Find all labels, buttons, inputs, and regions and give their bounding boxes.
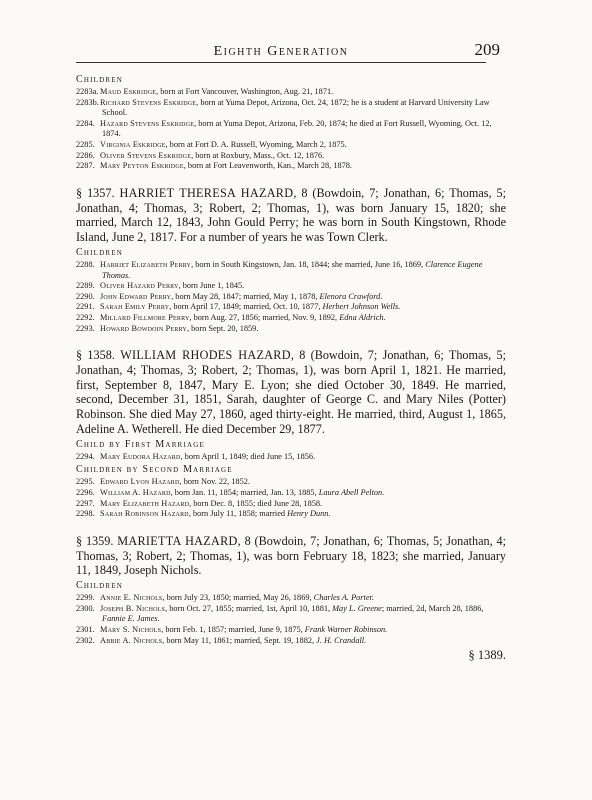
spouse-name: Edna Aldrich. xyxy=(339,312,386,322)
entry-text: , born Dec. 8, 1855; died June 28, 1858. xyxy=(189,498,323,508)
entry-text: , born at Yuma Depot, Arizona, Feb. 20, 1874; he died at Fort Russell, Wyoming, Oct. 12, 1874. xyxy=(102,118,492,139)
entry-number: 2286. xyxy=(76,150,95,160)
cross-reference: § 1389. xyxy=(468,648,506,663)
child-name: Joseph B. Nichols xyxy=(100,603,166,613)
child-name: Annie E. Nichols xyxy=(100,593,163,603)
child-entry xyxy=(76,302,506,313)
child-entry xyxy=(76,636,506,647)
person-name: MARIETTA HAZARD xyxy=(117,533,238,548)
section-mark: § 1357. xyxy=(76,185,120,200)
entry-number: 2293. xyxy=(76,323,95,333)
section-paragraph xyxy=(76,186,506,245)
child-entry xyxy=(76,499,506,510)
running-header xyxy=(76,40,500,63)
entry-text: , born Feb. 1, 1857; married, June 9, 1875, xyxy=(161,625,305,635)
entry-text: , born Sept. 20, 1859. xyxy=(186,323,259,333)
section-paragraph xyxy=(76,534,506,578)
spouse-name: Frank Warner Robinson. xyxy=(304,625,388,635)
child-name: Mary Eudora Hazard xyxy=(100,451,181,461)
spouse-name: Elenora Crawford. xyxy=(319,291,383,301)
entry-number: 2299. xyxy=(76,593,95,603)
child-entry xyxy=(76,477,506,488)
child-entry xyxy=(76,87,506,98)
child-name: Harriet Elizabeth Perry xyxy=(100,259,192,269)
child-name: Mary S. Nichols xyxy=(100,625,162,635)
children-heading: Child by First Marriage xyxy=(76,438,205,450)
section-text: , 8 (Bowdoin, 7; Jonathan, 6; Thomas, 5; Jonathan, 4; Thomas, 3; Robert, 2; Thomas, 1), was born February 18, 1823; she married, January 11, 1849, Joseph Nichols. xyxy=(76,533,507,578)
spouse-name: Laura Abell Pelton. xyxy=(318,488,385,498)
entry-number: 2294. xyxy=(76,451,95,461)
child-name: Virginia Eskridge xyxy=(100,139,166,149)
entry-number: 2284. xyxy=(76,118,95,128)
entry-text: , born May 11, 1861; married, Sept. 19, 1882, xyxy=(162,635,317,645)
page-number: 209 xyxy=(474,40,500,59)
child-name: Oliver Hazard Perry xyxy=(100,281,179,291)
spouse-name: Charles A. Porter. xyxy=(313,593,374,603)
child-name: Abbie A. Nichols xyxy=(100,635,163,645)
spouse-name: May L. Greene xyxy=(332,603,382,613)
page-title: Eighth Generation xyxy=(213,44,349,59)
entry-text: , born at Roxbury, Mass., Oct. 12, 1876. xyxy=(191,150,325,160)
page-content xyxy=(76,72,506,663)
child-name: Oliver Stevens Eskridge xyxy=(100,150,192,160)
entry-text: , born June 1, 1845. xyxy=(178,281,245,291)
section-text: , 8 (Bowdoin, 7; Jonathan, 6; Thomas, 5; Jonathan, 4; Thomas, 3; Robert, 2; Thomas, 1), was born January 15, 1820; she married, March 12, 1843, John Gould Perry; he was born in South Kingstown, Rhode Island, June 2, 1817. For a number of years he was Town Clerk. xyxy=(76,185,507,245)
entry-text: , born at Fort Vancouver, Washington, Aug. 21, 1871. xyxy=(156,87,334,96)
entry-number: 2292. xyxy=(76,312,95,322)
entry-text: , born in South Kingstown, Jan. 18, 1844; she married, June 16, 1869, xyxy=(191,259,426,269)
entry-text: , born Jan. 11, 1854; married, Jan. 13, 1885, xyxy=(170,488,319,498)
genealogy-section xyxy=(76,186,506,334)
entry-text: , born at Yuma Depot, Arizona, Oct. 24, 1872; he is a student at Harvard University Law School. xyxy=(102,97,490,118)
child-name: Sarah Robinson Hazard xyxy=(100,509,189,519)
child-entry xyxy=(76,151,506,162)
entry-number: 2283b. xyxy=(76,97,99,107)
child-entry xyxy=(76,593,506,604)
section-mark: § 1359. xyxy=(76,533,118,548)
entry-number: 2285. xyxy=(76,139,95,149)
spouse-name: Henry Dunn. xyxy=(287,509,331,519)
entry-text: , born May 28, 1847; married, May 1, 1878, xyxy=(171,291,320,301)
child-entry xyxy=(76,260,506,281)
child-entry xyxy=(76,281,506,292)
genealogy-section xyxy=(76,534,506,646)
entry-number: 2302. xyxy=(76,635,95,645)
entry-text: , born at Fort D. A. Russell, Wyoming, March 2, 1875. xyxy=(165,139,347,149)
genealogy-section xyxy=(76,348,506,520)
child-entry xyxy=(76,119,506,140)
genealogy-section xyxy=(76,74,506,172)
entry-text: , born July 23, 1850; married, May 26, 1869, xyxy=(162,593,314,603)
child-entry xyxy=(76,98,506,119)
child-name: Hazard Stevens Eskridge xyxy=(100,118,195,128)
person-name: HARRIET THERESA HAZARD xyxy=(119,185,294,200)
children-heading: Children xyxy=(76,246,123,258)
spouse-name: J. H. Crandall. xyxy=(316,635,367,645)
entry-number: 2288. xyxy=(76,259,95,269)
child-entry xyxy=(76,452,506,463)
child-name: Mary Peyton Eskridge xyxy=(100,161,184,171)
child-name: Edward Lyon Hazard xyxy=(100,477,180,487)
child-entry xyxy=(76,313,506,324)
entry-number: 2296. xyxy=(76,488,95,498)
spouse-name: Clarence Eugene Thomas. xyxy=(102,259,483,280)
child-name: Maud Eskridge xyxy=(100,87,157,96)
entry-number: 2290. xyxy=(76,291,95,301)
section-text: , 8 (Bowdoin, 7; Jonathan, 6; Thomas, 5; Jonathan, 4; Thomas, 3; Robert, 2; Thomas, 1), was born April 1, 1821. He married, first, September 8, 1847, Mary E. Lyon; she died October 30, 1849. He married, second, December 31, 1851, Sarah, daughter of George C. and Mary Niles (Potter) Robinson. She died May 27, 1860, aged thirty-eight. He married, third, August 1, 1865, Adeline A. Wetherell. He died December 29, 1877. xyxy=(76,348,507,437)
children-heading: Children xyxy=(76,580,123,592)
child-entry xyxy=(76,625,506,636)
child-name: Sarah Emily Perry xyxy=(100,302,170,312)
child-name: Richard Stevens Eskridge xyxy=(100,97,197,107)
child-name: Mary Elizabeth Hazard xyxy=(100,498,190,508)
child-entry xyxy=(76,604,506,625)
spouse-name: Fannie E. James. xyxy=(102,614,160,624)
entry-number: 2301. xyxy=(76,625,95,635)
entry-number: 2300. xyxy=(76,603,95,613)
entry-text: , born July 11, 1858; married xyxy=(188,509,288,519)
entry-text: ; married, 2d, March 28, 1886, xyxy=(381,603,484,613)
section-mark: § 1358. xyxy=(76,348,121,363)
entry-number: 2287. xyxy=(76,161,95,171)
entry-number: 2291. xyxy=(76,302,95,312)
child-entry xyxy=(76,140,506,151)
entry-text: , born Aug. 27, 1856; married, Nov. 9, 1892, xyxy=(189,312,340,322)
child-name: William A. Hazard xyxy=(100,488,171,498)
entry-text: , born at Fort Leavenworth, Kan., March 28, 1878. xyxy=(183,161,352,171)
child-entry xyxy=(76,324,506,335)
section-paragraph xyxy=(76,348,506,437)
entry-number: 2297. xyxy=(76,498,95,508)
entry-number: 2283a. xyxy=(76,87,99,96)
child-entry xyxy=(76,161,506,172)
entry-number: 2295. xyxy=(76,477,95,487)
entry-text: , born Oct. 27, 1855; married, 1st, April 10, 1881, xyxy=(165,603,333,613)
child-entry xyxy=(76,509,506,520)
child-entry xyxy=(76,292,506,303)
entry-number: 2298. xyxy=(76,509,95,519)
children-heading: Children xyxy=(76,74,123,85)
entry-text: , born April 1, 1849; died June 15, 1856. xyxy=(180,451,316,461)
spouse-name: Herbert Johnson Wells. xyxy=(322,302,401,312)
child-entry xyxy=(76,488,506,499)
child-name: Millard Fillmore Perry xyxy=(100,312,190,322)
child-name: John Edward Perry xyxy=(100,291,172,301)
person-name: WILLIAM RHODES HAZARD xyxy=(120,348,291,363)
entry-text: , born April 17, 1849; married, Oct. 10, 1877, xyxy=(169,302,323,312)
entry-number: 2289. xyxy=(76,281,95,291)
child-name: Howard Bowdoin Perry xyxy=(100,323,187,333)
children-heading: Children by Second Marriage xyxy=(76,464,233,476)
entry-text: , born Nov. 22, 1852. xyxy=(179,477,250,487)
